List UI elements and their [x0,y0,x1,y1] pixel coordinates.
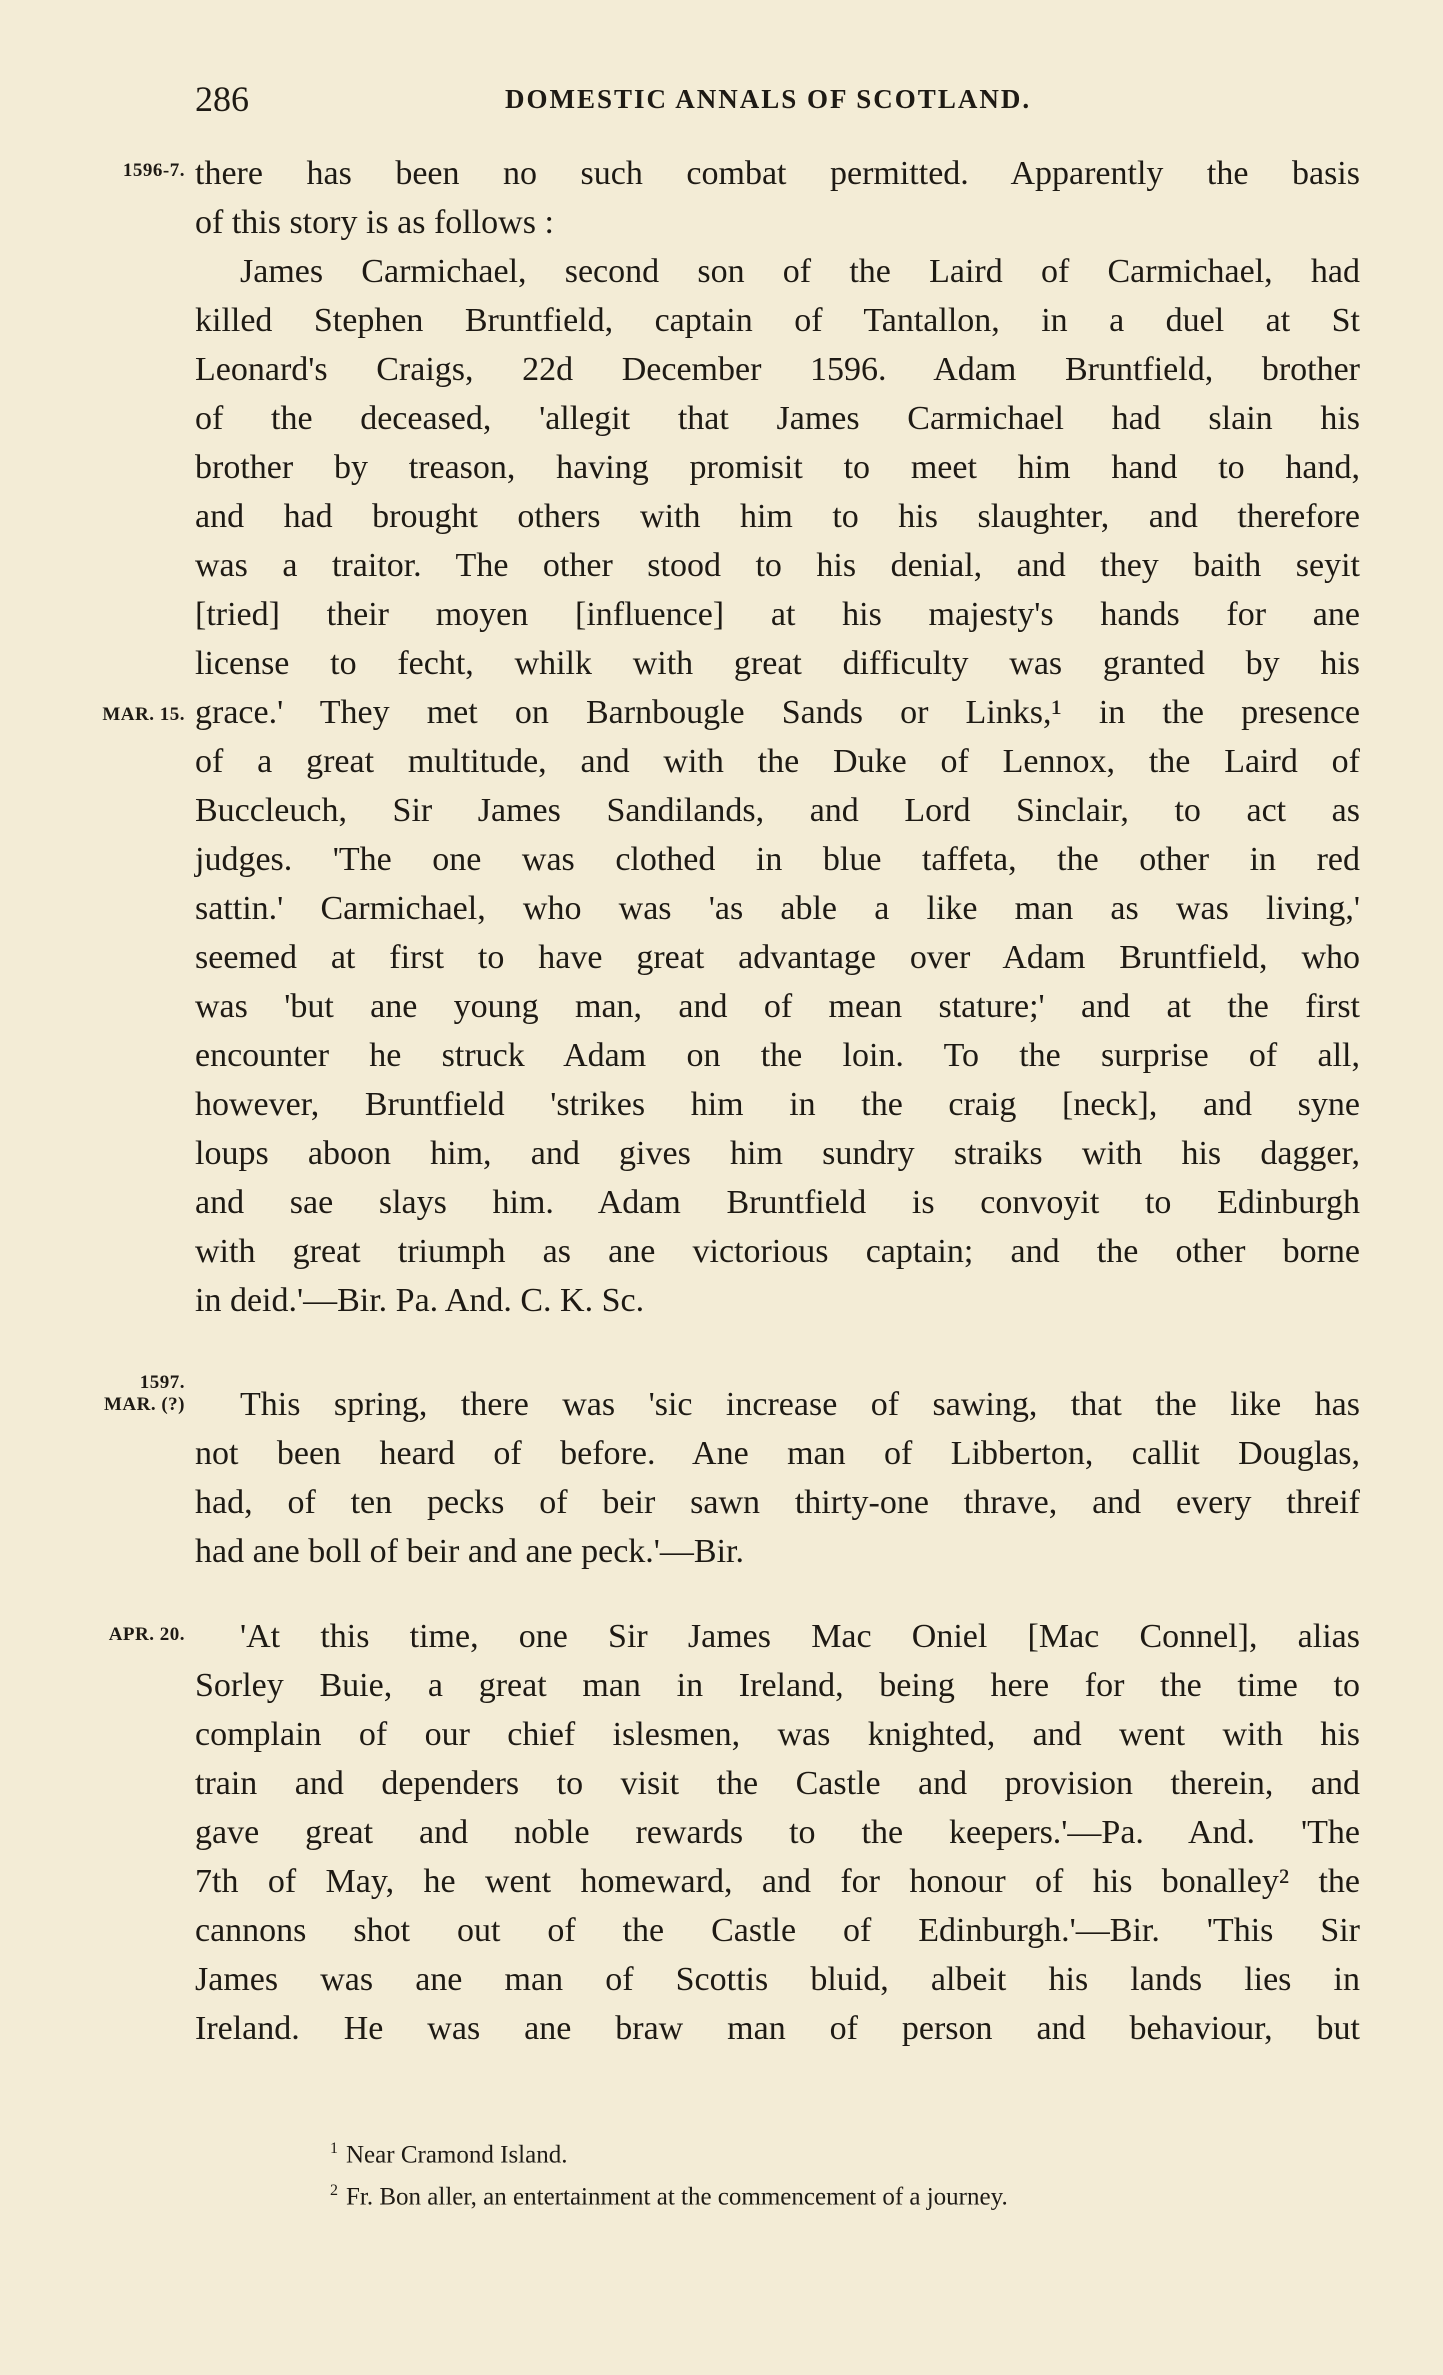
margin-note: 1596-7. [122,160,185,181]
text-line: killed Stephen Bruntfield, captain of Tantallon, in a duel at St [195,302,1360,339]
text-line: was 'but ane young man, and of mean stature;' and at the first [195,988,1360,1025]
footnote-text: Fr. Bon aller, an entertainment at the commencement of a journey. [346,2183,1008,2211]
text-line: cannons shot out of the Castle of Edinburgh.'—Bir. 'This Sir [195,1912,1360,1949]
text-line: [tried] their moyen [influence] at his majesty's hands for ane [195,596,1360,633]
footnote [330,2182,1008,2211]
footnote-mark: 1 [330,2140,338,2157]
text-line: complain of our chief islesmen, was knighted, and went with his [195,1716,1360,1753]
text-line: of this story is as follows : [195,204,554,241]
text-line: Buccleuch, Sir James Sandilands, and Lord Sinclair, to act as [195,792,1360,829]
text-line: encounter he struck Adam on the loin. To the surprise of all, [195,1037,1360,1074]
footnote [330,2140,567,2169]
text-line: Leonard's Craigs, 22d December 1596. Adam Bruntfield, brother [195,351,1360,388]
text-line: had, of ten pecks of beir sawn thirty-one thrave, and every threif [195,1484,1360,1521]
text-line: grace.' They met on Barnbougle Sands or Links,¹ in the presence [195,694,1360,731]
text-line: and sae slays him. Adam Bruntfield is convoyit to Edinburgh [195,1184,1360,1221]
margin-note: 1597. [139,1372,185,1393]
running-head [195,78,1355,118]
text-line: and had brought others with him to his slaughter, and therefore [195,498,1360,535]
margin-note: MAR. (?) [103,1394,185,1415]
text-line: loups aboon him, and gives him sundry straiks with his dagger, [195,1135,1360,1172]
text-line: was a traitor. The other stood to his denial, and they baith seyit [195,547,1360,584]
text-line: however, Bruntfield 'strikes him in the craig [neck], and syne [195,1086,1360,1123]
text-line: seemed at first to have great advantage over Adam Bruntfield, who [195,939,1360,976]
text-line: James Carmichael, second son of the Laird of Carmichael, had [240,253,1360,290]
text-line: This spring, there was 'sic increase of sawing, that the like has [240,1386,1360,1423]
text-line: James was ane man of Scottis bluid, albeit his lands lies in [195,1961,1360,1998]
text-line: had ane boll of beir and ane peck.'—Bir. [195,1533,744,1570]
footnote-text: Near Cramond Island. [346,2141,568,2169]
page-number: 286 [195,79,249,119]
text-line: train and dependers to visit the Castle and provision therein, and [195,1765,1360,1802]
text-line: Sorley Buie, a great man in Ireland, being here for the time to [195,1667,1360,1704]
text-line: gave great and noble rewards to the keepers.'—Pa. And. 'The [195,1814,1360,1851]
text-line: license to fecht, whilk with great difficulty was granted by his [195,645,1360,682]
margin-note: APR. 20. [108,1624,185,1645]
text-line: 'At this time, one Sir James Mac Oniel [Mac Connel], alias [240,1618,1360,1655]
text-line: judges. 'The one was clothed in blue taffeta, the other in red [195,841,1360,878]
text-line: not been heard of before. Ane man of Libberton, callit Douglas, [195,1435,1360,1472]
text-line: of the deceased, 'allegit that James Carmichael had slain his [195,400,1360,437]
text-line: with great triumph as ane victorious captain; and the other borne [195,1233,1360,1270]
text-line: there has been no such combat permitted. Apparently the basis [195,155,1360,192]
margin-note: MAR. 15. [102,704,185,725]
text-line: 7th of May, he went homeward, and for honour of his bonalley² the [195,1863,1360,1900]
text-line: brother by treason, having promisit to meet him hand to hand, [195,449,1360,486]
footnote-mark: 2 [330,2182,338,2199]
text-line: of a great multitude, and with the Duke of Lennox, the Laird of [195,743,1360,780]
text-line: Ireland. He was ane braw man of person and behaviour, but [195,2010,1360,2047]
running-title: DOMESTIC ANNALS OF SCOTLAND. [505,84,1032,114]
text-line: sattin.' Carmichael, who was 'as able a like man as was living,' [195,890,1360,927]
text-line: in deid.'—Bir. Pa. And. C. K. Sc. [195,1282,645,1319]
